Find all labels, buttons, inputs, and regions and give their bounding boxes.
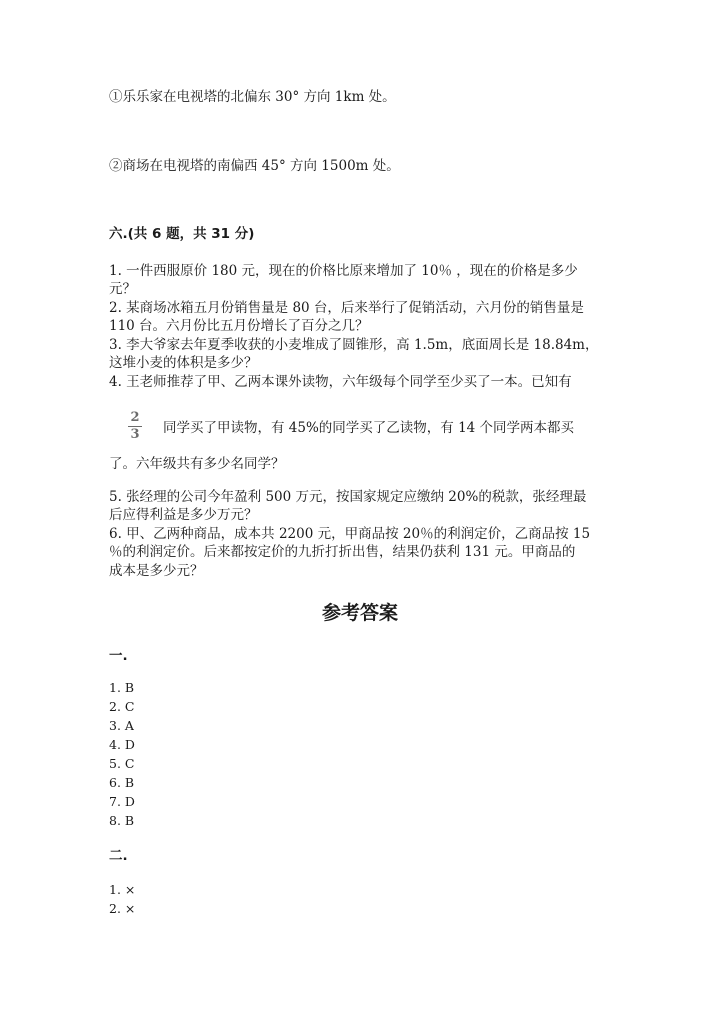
answer-item: 2. × <box>109 901 136 916</box>
answer-item: 6. B <box>109 775 135 790</box>
fraction-denominator: 3 <box>130 427 140 442</box>
question-1-line-1: 1. 一件西服原价 180 元，现在的价格比原来增加了 10％ ，现在的价格是多少 <box>109 263 578 279</box>
answer-item: 7. D <box>109 794 135 809</box>
fraction-numerator: 2 <box>130 410 140 425</box>
question-3-line-1: 3. 李大爷家去年夏季收获的小麦堆成了圆锥形，高 1.5m，底面周长是 18.84m， <box>109 337 599 353</box>
answer-item: 5. C <box>109 756 135 771</box>
question-6-line-2: ％的利润定价。后来都按定价的九折打折出售，结果仍获利 131 元。甲商品的 <box>109 544 576 560</box>
answer-item: 1. × <box>109 882 136 897</box>
question-3-line-2: 这堆小麦的体积是多少？ <box>109 355 258 371</box>
answer-key-title: 参考答案 <box>321 602 398 624</box>
question-6-line-1: 6. 甲、乙两种商品，成本共 2200 元，甲商品按 20％的利润定价，乙商品按 15 <box>109 526 591 542</box>
question-1-line-2: 元？ <box>109 281 136 297</box>
answer-item: 4. D <box>109 737 135 752</box>
location-statement-2: ②商场在电视塔的南偏西 45° 方向 1500m 处。 <box>109 158 400 174</box>
question-2-line-2: 110 台。六月份比五月份增长了百分之几？ <box>109 318 369 334</box>
answers-part-2-heading: 二. <box>109 848 128 864</box>
question-6-line-3: 成本是多少元？ <box>109 563 204 579</box>
section-6-heading: 六.(共 6 题，共 31 分) <box>109 226 255 242</box>
answers-part-1-heading: 一. <box>109 648 128 664</box>
fraction-two-thirds <box>128 411 142 442</box>
answer-item: 3. A <box>109 718 134 733</box>
answer-item: 1. B <box>109 680 135 695</box>
answer-item: 2. C <box>109 699 135 714</box>
question-5-line-2: 后应得利益是多少万元？ <box>109 507 258 523</box>
location-statement-1: ①乐乐家在电视塔的北偏东 30° 方向 1km 处。 <box>109 89 396 105</box>
question-4-line-3: 了。六年级共有多少名同学？ <box>109 456 285 472</box>
answer-item: 8. B <box>109 813 135 828</box>
question-5-line-1: 5. 张经理的公司今年盈利 500 万元，按国家规定应缴纳 20%的税款，张经理最 <box>109 489 587 505</box>
question-2-line-1: 2. 某商场冰箱五月份销售量是 80 台，后来举行了促销活动，六月份的销售量是 <box>109 300 584 316</box>
question-4-line-1: 4. 王老师推荐了甲、乙两本课外读物，六年级每个同学至少买了一本。已知有 <box>109 374 572 390</box>
question-4-line-2: 同学买了甲读物，有 45%的同学买了乙读物，有 14 个同学两本都买 <box>163 420 575 436</box>
